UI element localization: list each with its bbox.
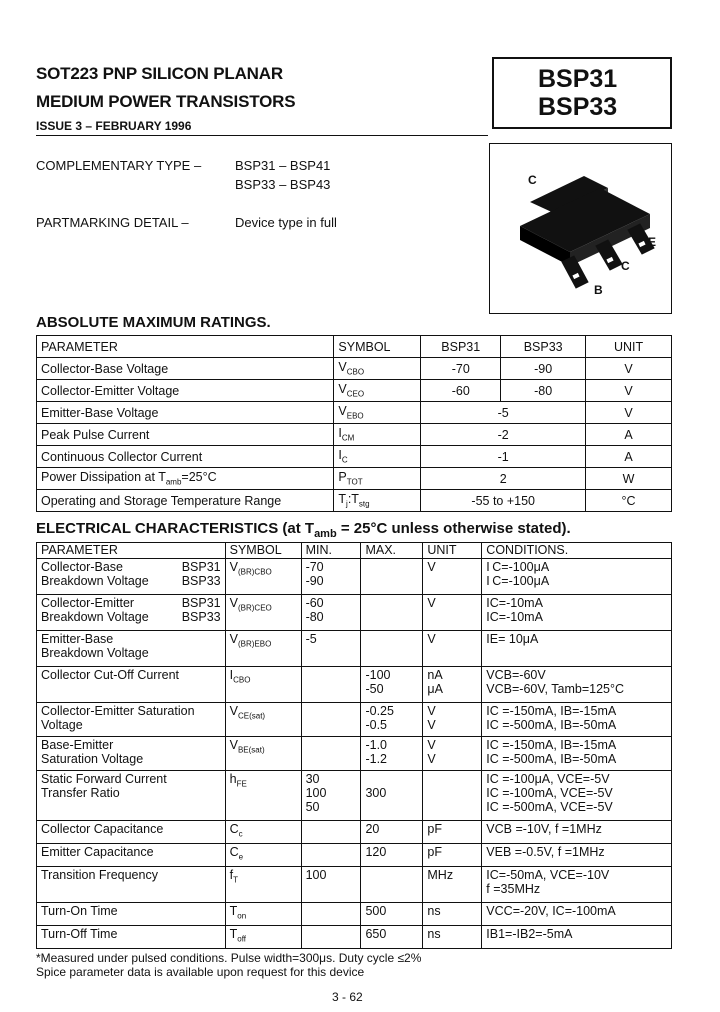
row-max: -1.0 -1.2 bbox=[361, 737, 423, 771]
table-row bbox=[37, 631, 672, 667]
pin-label-c-top: C bbox=[528, 173, 537, 187]
row-param-text: Collector-Emitter Saturation Voltage bbox=[41, 704, 195, 732]
row-unit: °C bbox=[586, 490, 672, 512]
table-row bbox=[37, 595, 672, 631]
row-bsp31: -60 bbox=[421, 380, 501, 402]
row-unit: V bbox=[586, 402, 672, 424]
col-symbol: SYMBOL bbox=[334, 336, 421, 358]
row-conditions: VCB =-10V, f =1MHz bbox=[482, 821, 672, 844]
row-max: 650 bbox=[361, 926, 423, 949]
row-conditions: IC =-100μA, VCE=-5V IC =-100mA, VCE=-5V IC =-500mA, VCE=-5V bbox=[482, 771, 672, 821]
table-row bbox=[37, 468, 672, 490]
row-min bbox=[301, 926, 361, 949]
row-symbol: $I_{CM}$ bbox=[334, 424, 421, 446]
col-bsp33: BSP33 bbox=[501, 336, 586, 358]
col-max: MAX. bbox=[361, 543, 423, 559]
note-spice: Spice parameter data is available upon request for this device bbox=[36, 965, 365, 979]
row-param: Power Dissipation at $T_{amb}=25^\circ C$ bbox=[37, 468, 334, 490]
row-param bbox=[37, 844, 226, 867]
row-max: -100 -50 bbox=[361, 667, 423, 703]
table-row bbox=[37, 667, 672, 703]
row-symbol: $T_{on}$ bbox=[225, 903, 301, 926]
row-min: 100 bbox=[301, 867, 361, 903]
row-unit: V V bbox=[423, 737, 482, 771]
row-unit: V bbox=[586, 380, 672, 402]
row-symbol: $I_C$ bbox=[334, 446, 421, 468]
table-row bbox=[37, 380, 672, 402]
row-unit: V bbox=[423, 631, 482, 667]
table-row bbox=[37, 446, 672, 468]
row-param bbox=[37, 703, 226, 737]
col-min: MIN. bbox=[301, 543, 361, 559]
row-symbol: $V_{(BR)CBO}$ bbox=[225, 559, 301, 595]
part-number-2: BSP33 bbox=[538, 93, 618, 121]
row-param bbox=[37, 595, 226, 631]
abs-max-header-row bbox=[37, 336, 672, 358]
row-symbol: $V_{CEO}$ bbox=[334, 380, 421, 402]
row-conditions: VCB=-60V VCB=-60V, Tamb=125°C bbox=[482, 667, 672, 703]
row-max: -0.25 -0.5 bbox=[361, 703, 423, 737]
elec-char-table bbox=[36, 542, 672, 949]
row-param-text: Base-Emitter Saturation Voltage bbox=[41, 738, 144, 766]
row-bsp33: -90 bbox=[501, 358, 586, 380]
row-unit: V bbox=[586, 358, 672, 380]
row-unit: V V bbox=[423, 703, 482, 737]
row-param bbox=[37, 867, 226, 903]
row-max bbox=[361, 867, 423, 903]
row-param-text: Collector-Base Breakdown Voltage bbox=[41, 560, 149, 588]
pin-label-b: B bbox=[594, 283, 603, 297]
row-param-text: Transition Frequency bbox=[41, 868, 158, 882]
row-min: 30 100 50 bbox=[301, 771, 361, 821]
row-symbol: $V_{CE(sat)}$ bbox=[225, 703, 301, 737]
row-param: Collector-Base Voltage bbox=[37, 358, 334, 380]
col-parameter: PARAMETER bbox=[37, 543, 226, 559]
table-row bbox=[37, 490, 672, 512]
row-conditions: VEB =-0.5V, f =1MHz bbox=[482, 844, 672, 867]
row-unit: W bbox=[586, 468, 672, 490]
complementary-label: COMPLEMENTARY TYPE – bbox=[36, 158, 202, 173]
elec-char-body bbox=[37, 559, 672, 949]
table-row bbox=[37, 358, 672, 380]
row-symbol: $V_{CBO}$ bbox=[334, 358, 421, 380]
row-unit: nA μA bbox=[423, 667, 482, 703]
row-param-text: Emitter Capacitance bbox=[41, 845, 154, 859]
abs-max-heading: ABSOLUTE MAXIMUM RATINGS. bbox=[36, 314, 271, 331]
row-symbol: $V_{EBO}$ bbox=[334, 402, 421, 424]
row-unit bbox=[423, 771, 482, 821]
elec-header-row bbox=[37, 543, 672, 559]
row-symbol: $C_e$ bbox=[225, 844, 301, 867]
row-symbol: $P_{TOT}$ bbox=[334, 468, 421, 490]
row-symbol: $V_{BE(sat)}$ bbox=[225, 737, 301, 771]
table-row bbox=[37, 867, 672, 903]
row-symbol: $T_j:T_{stg}$ bbox=[334, 490, 421, 512]
row-device: BSP31 BSP33 bbox=[181, 596, 221, 624]
part-number-1: BSP31 bbox=[538, 65, 618, 93]
row-min bbox=[301, 703, 361, 737]
row-bsp33: -80 bbox=[501, 380, 586, 402]
row-unit: pF bbox=[423, 821, 482, 844]
row-conditions: I C=-100μA I C=-100μA bbox=[482, 559, 672, 595]
row-value: -1 bbox=[421, 446, 586, 468]
row-param: Operating and Storage Temperature Range bbox=[37, 490, 334, 512]
row-symbol: $V_{(BR)EBO}$ bbox=[225, 631, 301, 667]
issue-line bbox=[36, 119, 488, 136]
row-param-text: Emitter-Base Breakdown Voltage bbox=[41, 632, 149, 660]
row-max: 500 bbox=[361, 903, 423, 926]
table-row bbox=[37, 903, 672, 926]
table-row bbox=[37, 703, 672, 737]
row-conditions: IC=-50mA, VCE=-10V f =35MHz bbox=[482, 867, 672, 903]
row-unit: A bbox=[586, 446, 672, 468]
row-min bbox=[301, 821, 361, 844]
title-line-2: MEDIUM POWER TRANSISTORS bbox=[36, 92, 296, 111]
row-value: 2 bbox=[421, 468, 586, 490]
table-row bbox=[37, 821, 672, 844]
row-param bbox=[37, 903, 226, 926]
page-number: 3 - 62 bbox=[332, 990, 363, 1004]
table-row bbox=[37, 844, 672, 867]
row-param-text: Turn-On Time bbox=[41, 904, 118, 918]
row-value: -55 to +150 bbox=[421, 490, 586, 512]
row-unit: MHz bbox=[423, 867, 482, 903]
row-symbol: $C_c$ bbox=[225, 821, 301, 844]
partmarking-label: PARTMARKING DETAIL – bbox=[36, 215, 189, 230]
issue-text: ISSUE 3 – FEBRUARY 1996 bbox=[36, 119, 192, 133]
row-bsp31: -70 bbox=[421, 358, 501, 380]
row-min bbox=[301, 844, 361, 867]
row-unit: pF bbox=[423, 844, 482, 867]
row-param bbox=[37, 771, 226, 821]
row-param-text: Collector-Emitter Breakdown Voltage bbox=[41, 596, 149, 624]
row-symbol: $T_{off}$ bbox=[225, 926, 301, 949]
row-param: Emitter-Base Voltage bbox=[37, 402, 334, 424]
row-param-text: Turn-Off Time bbox=[41, 927, 118, 941]
note-pulsed: *Measured under pulsed conditions. Pulse width=300μs. Duty cycle ≤2% bbox=[36, 951, 422, 965]
complementary-line-2: BSP33 – BSP43 bbox=[235, 177, 331, 192]
row-symbol: $I_{CBO}$ bbox=[225, 667, 301, 703]
row-param: Peak Pulse Current bbox=[37, 424, 334, 446]
row-min bbox=[301, 903, 361, 926]
col-parameter: PARAMETER bbox=[37, 336, 334, 358]
row-param-text: Static Forward Current Transfer Ratio bbox=[41, 772, 167, 800]
row-max bbox=[361, 631, 423, 667]
table-row bbox=[37, 737, 672, 771]
table-row bbox=[37, 559, 672, 595]
row-unit: A bbox=[586, 424, 672, 446]
partmarking-value: Device type in full bbox=[235, 215, 337, 230]
row-param bbox=[37, 926, 226, 949]
row-min bbox=[301, 667, 361, 703]
row-max bbox=[361, 559, 423, 595]
row-min: -70 -90 bbox=[301, 559, 361, 595]
table-row bbox=[37, 926, 672, 949]
row-param bbox=[37, 559, 226, 595]
row-symbol: $V_{(BR)CEO}$ bbox=[225, 595, 301, 631]
row-conditions: IC=-10mA IC=-10mA bbox=[482, 595, 672, 631]
row-conditions: IC =-150mA, IB=-15mA IC =-500mA, IB=-50mA bbox=[482, 703, 672, 737]
row-unit: ns bbox=[423, 903, 482, 926]
pin-label-c: C bbox=[621, 259, 630, 273]
table-row bbox=[37, 424, 672, 446]
sot223-package-illustration bbox=[490, 144, 671, 313]
row-param: Collector-Emitter Voltage bbox=[37, 380, 334, 402]
row-conditions: IE= 10μA bbox=[482, 631, 672, 667]
col-unit: UNIT bbox=[423, 543, 482, 559]
row-param bbox=[37, 737, 226, 771]
row-min: -5 bbox=[301, 631, 361, 667]
row-param bbox=[37, 631, 226, 667]
elec-heading: ELECTRICAL CHARACTERISTICS (at $T_{amb} = 25^\circ C$ unless otherwise stated). bbox=[36, 520, 571, 540]
row-max: 20 bbox=[361, 821, 423, 844]
col-conditions: CONDITIONS. bbox=[482, 543, 672, 559]
row-unit: V bbox=[423, 595, 482, 631]
part-number-box bbox=[492, 57, 672, 129]
complementary-line-1: BSP31 – BSP41 bbox=[235, 158, 331, 173]
row-min bbox=[301, 737, 361, 771]
title-line-1: SOT223 PNP SILICON PLANAR bbox=[36, 64, 283, 83]
pin-label-e: E bbox=[648, 235, 657, 249]
row-param: Continuous Collector Current bbox=[37, 446, 334, 468]
row-symbol: $h_{FE}$ bbox=[225, 771, 301, 821]
row-min: -60 -80 bbox=[301, 595, 361, 631]
row-symbol: $f_T$ bbox=[225, 867, 301, 903]
table-row bbox=[37, 771, 672, 821]
row-value: -5 bbox=[421, 402, 586, 424]
row-max bbox=[361, 595, 423, 631]
row-conditions: VCC=-20V, IC=-100mA bbox=[482, 903, 672, 926]
row-value: -2 bbox=[421, 424, 586, 446]
row-param bbox=[37, 667, 226, 703]
col-bsp31: BSP31 bbox=[421, 336, 501, 358]
table-row bbox=[37, 402, 672, 424]
abs-max-table bbox=[36, 335, 672, 512]
row-param bbox=[37, 821, 226, 844]
row-unit: ns bbox=[423, 926, 482, 949]
row-max: 300 bbox=[361, 771, 423, 821]
row-device: BSP31 BSP33 bbox=[181, 560, 221, 588]
row-param-text: Collector Capacitance bbox=[41, 822, 164, 836]
package-diagram bbox=[489, 143, 672, 314]
col-unit: UNIT bbox=[586, 336, 672, 358]
row-unit: V bbox=[423, 559, 482, 595]
row-conditions: IB1=-IB2=-5mA bbox=[482, 926, 672, 949]
row-param-text: Collector Cut-Off Current bbox=[41, 668, 180, 682]
row-max: 120 bbox=[361, 844, 423, 867]
col-symbol: SYMBOL bbox=[225, 543, 301, 559]
row-conditions: IC =-150mA, IB=-15mA IC =-500mA, IB=-50mA bbox=[482, 737, 672, 771]
